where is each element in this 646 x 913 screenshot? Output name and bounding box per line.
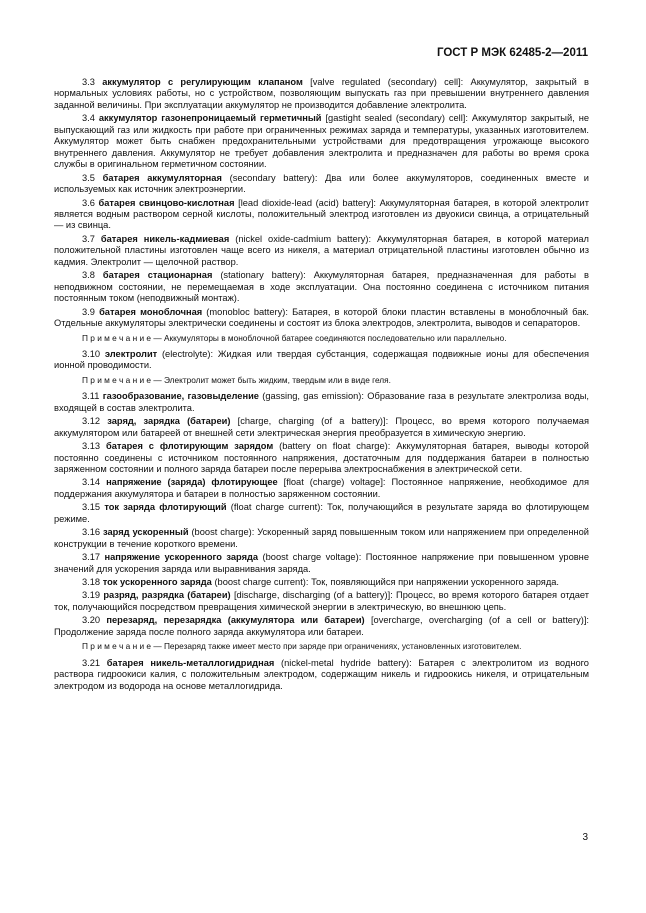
definition-paragraph [54,590,589,613]
definition-paragraph [54,307,589,330]
clause-number: 3.14 [82,477,107,488]
definition-text: [overcharge, overcharging (of a cell or battery)]: Продолжение заряда после полного заряда аккумулятора или батареи. [54,615,589,637]
definition-text: (battery on float charge): Аккумуляторная батарея, выводы которой постоянно соединены с источником постоянного напряжения, достаточным для поддержания батареи в полностью заряженном состоянии и полного заряда батареи после перерыва электроснабжения в электрической сети. [54,441,589,474]
document-body [54,77,589,694]
definition-paragraph [54,198,589,232]
definition-paragraph [54,441,589,475]
definition-text: (boost charge voltage): Постоянное напряжение при повышенном уровне значений для ускорения заряда или выравнивания заряда. [54,552,589,574]
definition-paragraph [54,615,589,638]
definition-text: (gassing, gas emission): Образование газа в результате электролиза воды, входящей в состав электролита. [54,391,590,413]
clause-number: 3.21 [82,657,107,668]
term: заряд ускоренный [103,527,189,538]
definition-text: [valve regulated (secondary) cell]: Аккумулятор, закрытый в нормальных условиях работы, но с устройством, позволяющим выпускать газ при превышении внутреннего давления заданной величины. При эксплуатации аккумулятор не производится добавление электролита. [54,77,589,110]
definition-text: [gastight sealed (secondary) cell]: Аккумулятор закрытый, не выпускающий газ или жидкость при работе при ограниченных режимах заряда и температуры, указанных изготовителем. Аккумулятор может быть снабжен предохранительными устройствами для предотвращения угрожающе высокого внутреннего давления. Аккумулятор не требует добавления электролита и предназначен для работы во время срока службы в оригинальном герметичном состоянии. [54,113,589,170]
definition-paragraph [54,477,589,500]
term: разряд, разрядка (батареи) [103,590,231,601]
definition-text: (secondary battery): Два или более аккумуляторов, соединенных вместе и используемых как источник электроэнергии. [54,172,589,195]
term: батарея стационарная [102,270,213,281]
definition-text: (float charge current): Ток, получающийся в результате заряда во флотирующем режиме. [54,502,589,524]
clause-number: 3.9 [82,306,100,317]
clause-number: 3.15 [82,502,105,513]
clause-number: 3.19 [82,590,104,601]
definition-text: (stationary battery): Аккумуляторная батарея, предназначенная для работы в неподвижном состоянии, не перемещаемая в ходе эксплуатации. Она постоянно соединена с источником питания постоянным током (неподвижный монтаж). [54,270,589,304]
term: батарея свинцово-кислотная [98,197,235,208]
definition-text: (nickel oxide-cadmium battery): Аккумуляторная батарея, в которой материал положительной пластины изготовлен чаще всего из никеля, а материал отрицательной пластины изготовлен обычно из кадмия. Электролит — щелочной раствор. [54,233,589,267]
term: заряд, зарядка (батареи) [107,416,231,427]
clause-number: 3.4 [82,113,99,124]
note-paragraph: П р и м е ч а н и е — Перезаряд также имеет место при заряде при ограничениях, установленных изготовителем. [82,641,522,652]
page-number: 3 [582,832,588,843]
definition-paragraph [54,416,589,439]
note-paragraph: П р и м е ч а н и е — Электролит может быть жидким, твердым или в виде геля. [82,374,391,385]
clause-number: 3.12 [82,416,108,427]
term: ток заряда флотирующий [104,502,227,513]
term: газообразование, газовыделение [102,391,259,402]
definition-paragraph [54,113,589,170]
definition-paragraph [54,502,589,525]
term: аккумулятор с регулирующим клапаном [102,77,303,87]
term: батарея моноблочная [99,306,203,317]
clause-number: 3.5 [82,172,103,183]
definition-paragraph [54,234,589,268]
definition-paragraph [54,527,589,550]
definition-text: (monobloc battery): Батарея, в которой блоки пластин вставлены в моноблочный бак. Отдельные аккумуляторы электрически соединены и состоят из блока электродов, электролита, выводов и сепараторов. [54,306,590,329]
clause-number: 3.11 [82,391,103,402]
term: батарея никель-кадмиевая [100,233,230,244]
term: батарея аккумуляторная [102,172,222,183]
clause-number: 3.8 [82,270,103,281]
clause-number: 3.6 [82,197,99,208]
definition-paragraph [54,391,589,414]
definition-text: [lead dioxide-lead (acid) battery]: Аккумуляторная батарея, в которой электролит является водным раствором серной кислоты, положительный электрод изготовлен из двуокиси свинца, а отрицательный — из свинца. [54,197,589,231]
clause-number: 3.3 [82,77,103,87]
definition-text: (electrolyte): Жидкая или твердая субстанция, содержащая подвижные ионы для обеспечения ионной проводимости. [54,348,589,371]
definition-text: [discharge, discharging (of a battery)]: Процесс, во время которого батарея отдает ток, получающийся посредством превращения химической энергии в электрическую, во внешнюю цепь. [54,590,589,612]
definition-text: (boost charge): Ускоренный заряд повышенным током или напряжением при определенной конструкции в течение короткого времени. [54,527,589,549]
definition-paragraph [54,552,589,575]
document-header: ГОСТ Р МЭК 62485-2—2011 [436,47,588,59]
term: батарея никель-металлогидридная [106,657,275,668]
clause-number: 3.18 [82,577,103,588]
definition-paragraph [54,658,589,692]
clause-number: 3.17 [82,552,105,563]
term: ток ускоренного заряда [102,577,212,588]
clause-number: 3.16 [82,527,104,538]
clause-number: 3.20 [82,615,107,626]
definition-paragraph [54,270,589,304]
term: напряжение (заряда) флотирующее [106,477,278,488]
note-paragraph: П р и м е ч а н и е — Аккумуляторы в моноблочной батарее соединяются последовательно или параллельно. [82,332,507,343]
clause-number: 3.13 [82,441,106,452]
clause-number: 3.7 [82,233,101,244]
term: электролит [104,348,158,359]
definition-paragraph [54,173,589,196]
clause-number: 3.10 [82,348,105,359]
definition-paragraph [54,349,589,372]
definition-paragraph [54,577,589,588]
definition-text: [charge, charging (of a battery)]: Процесс, во время которого получаемая аккумулятором или батареей от внешней сети электрическая энергия преобразуется в химическую энергию. [54,416,589,438]
definition-text: [float (charge) voltage]: Постоянное напряжение, необходимое для поддержания аккумулятора и батареи в полностью заряженном состоянии. [54,477,589,499]
definition-text: (boost charge current): Ток, появляющийся при напряжении ускоренного заряда. [211,577,560,588]
definition-text: (nickel-metal hydride battery): Батарея с электролитом из водного раствора гидроокиси калия, с положительным электродом, содержащим никель и гидроокись никеля, и отрицательным электродом из водорода на основе металлогидрида. [54,657,589,691]
term: напряжение ускоренного заряда [104,552,259,563]
term: аккумулятор газонепроницаемый герметичный [98,113,322,124]
term: перезаряд, перезарядка (аккумулятора или батареи) [106,615,365,626]
term: батарея с флотирующим зарядом [105,441,274,452]
definition-paragraph [54,77,589,111]
